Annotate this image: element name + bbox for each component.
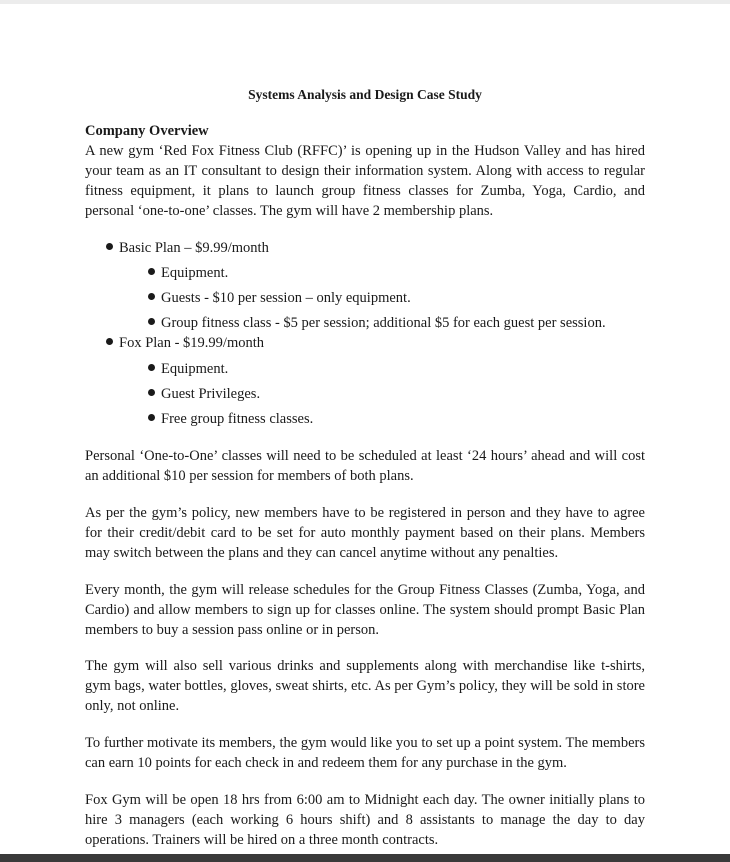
plan-basic-item: [148, 288, 411, 308]
plan-fox: [106, 333, 264, 353]
plan-basic-label: Basic Plan – $9.99/month: [119, 240, 269, 256]
plan-fox-item: [148, 359, 228, 379]
paragraph-merchandise: The gym will also sell various drinks and supplements along with merchandise like t-shirts, gym bags, water bottles, gloves, sweat shirts, etc. As per Gym’s policy, they will be sold in store only, not online.: [85, 658, 645, 714]
plan-item-text: Guest Privileges.: [161, 386, 261, 402]
bullet-icon: [148, 414, 155, 421]
bullet-icon: [148, 389, 155, 396]
bullet-icon: [148, 364, 155, 371]
section-heading: Company Overview: [85, 123, 209, 139]
plan-item-text: Guests - $10 per session – only equipment.: [161, 290, 411, 306]
plan-basic-item: [148, 313, 606, 333]
plan-item-text: Free group fitness classes.: [161, 411, 314, 427]
plan-fox-item: [148, 409, 313, 429]
plan-fox-label: Fox Plan - $19.99/month: [119, 335, 265, 351]
intro-paragraph: A new gym ‘Red Fox Fitness Club (RFFC)’ is opening up in the Hudson Valley and has hired your team as an IT consultant to design their information system. Along with access to regular fitness equipment, it plans to launch group fitness classes for Zumba, Yoga, Cardio, and personal ‘one-to-one’ classes. The gym will have 2 membership plans.: [85, 143, 645, 219]
bullet-icon: [148, 293, 155, 300]
plan-basic-item: [148, 263, 228, 283]
viewer-top-strip: [0, 0, 730, 4]
paragraph-registration: As per the gym’s policy, new members have to be registered in person and they have to agree for their credit/debit card to be set for auto monthly payment based on their plans. Members may switch between the plans and they can cancel anytime without any penalties.: [85, 505, 645, 561]
paragraph-one-to-one: Personal ‘One-to-One’ classes will need to be scheduled at least ‘24 hours’ ahead and will cost an additional $10 per session for members of both plans.: [85, 448, 645, 484]
plan-item-text: Group fitness class - $5 per session; additional $5 for each guest per session.: [161, 315, 606, 331]
bullet-icon: [106, 338, 113, 345]
viewer-bottom-bar: [0, 854, 730, 862]
plan-fox-item: [148, 384, 260, 404]
bullet-icon: [106, 243, 113, 250]
plan-item-text: Equipment.: [161, 265, 229, 281]
document-title: Systems Analysis and Design Case Study: [248, 87, 482, 102]
paragraph-hours: Fox Gym will be open 18 hrs from 6:00 am to Midnight each day. The owner initially plans to hire 3 managers (each working 6 hours shift) and 8 assistants to manage the day to day operations. Trainers will be hired on a three month contracts.: [85, 792, 645, 848]
bullet-icon: [148, 268, 155, 275]
bullet-icon: [148, 318, 155, 325]
paragraph-points: To further motivate its members, the gym would like you to set up a point system. The members can earn 10 points for each check in and redeem them for any purchase in the gym.: [85, 735, 645, 771]
paragraph-schedules: Every month, the gym will release schedules for the Group Fitness Classes (Zumba, Yoga, and Cardio) and allow members to sign up for classes online. The system should prompt Basic Plan members to buy a session pass online or in person.: [85, 582, 645, 638]
plan-item-text: Equipment.: [161, 361, 229, 377]
plan-basic: [106, 238, 269, 258]
